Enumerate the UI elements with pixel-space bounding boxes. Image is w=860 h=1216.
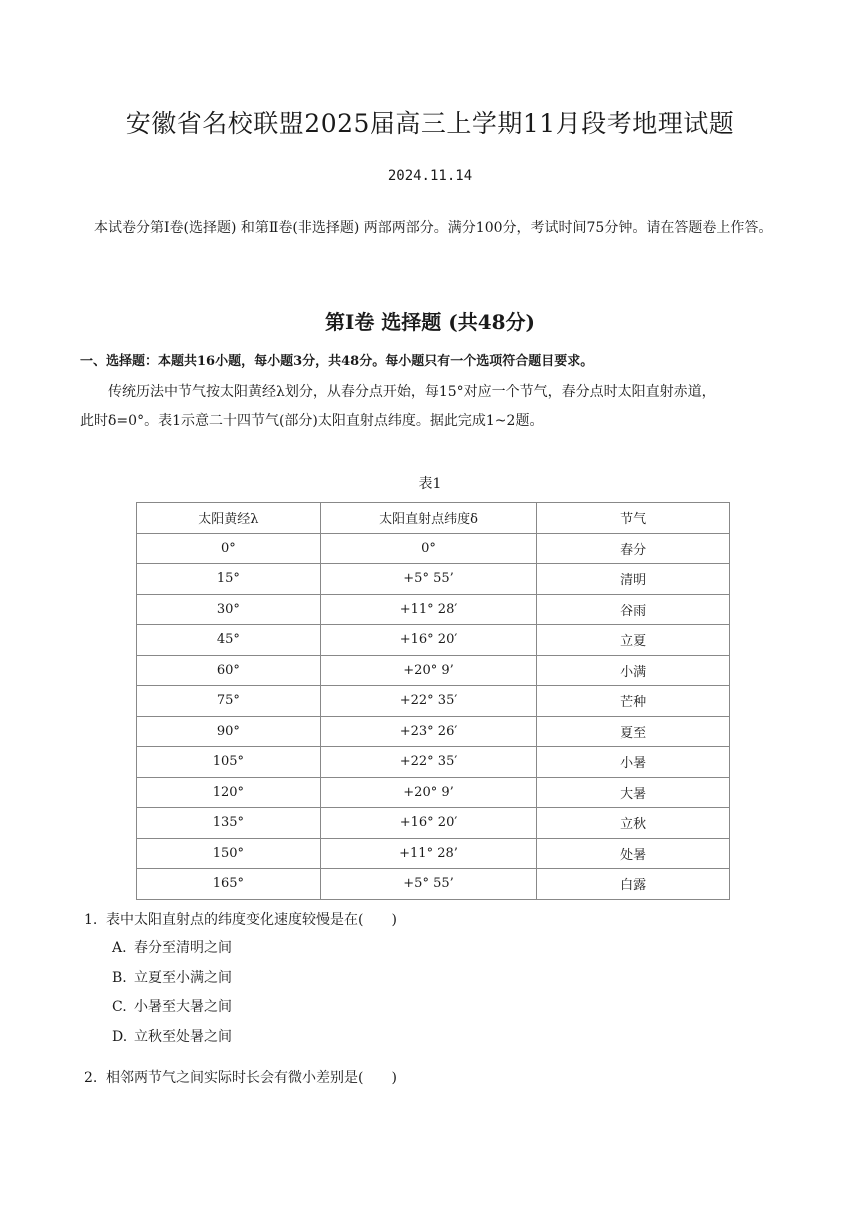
option-letter: A. — [112, 940, 127, 956]
table-cell: +22° 35′ — [320, 686, 537, 717]
table-row — [137, 716, 730, 747]
question-2 — [84, 1064, 784, 1092]
question-1-option-b[interactable] — [112, 964, 784, 994]
table-cell: 芒种 — [537, 686, 730, 717]
question-1-option-d[interactable] — [112, 1023, 784, 1053]
table-cell: 清明 — [537, 564, 730, 595]
table-cell: 105° — [137, 747, 321, 778]
table-cell: 45° — [137, 625, 321, 656]
table-cell: +16° 20′ — [320, 625, 537, 656]
table-cell: 120° — [137, 777, 321, 808]
table-cell: 15° — [137, 564, 321, 595]
table-cell: +23° 26′ — [320, 716, 537, 747]
table-row — [137, 808, 730, 839]
question-number: 2. — [84, 1070, 98, 1086]
question-1-option-c[interactable] — [112, 993, 784, 1023]
questions-list — [84, 906, 784, 1092]
table-row — [137, 869, 730, 900]
table-cell: 谷雨 — [537, 594, 730, 625]
table-cell: 75° — [137, 686, 321, 717]
option-text: 小暑至大暑之间 — [134, 999, 232, 1015]
table-cell: +20° 9’ — [320, 655, 537, 686]
table-cell: 立秋 — [537, 808, 730, 839]
option-letter: C. — [112, 999, 127, 1015]
solar-terms-table — [136, 502, 730, 900]
table-cell: 0° — [320, 533, 537, 564]
section-instruction: 一、选择题：本题共16小题，每小题3分，共48分。每小题只有一个选项符合题目要求。 — [80, 354, 594, 369]
table-cell: 0° — [137, 533, 321, 564]
table-cell: 30° — [137, 594, 321, 625]
table-header-row — [137, 503, 730, 534]
table-row — [137, 533, 730, 564]
table-header-cell: 太阳直射点纬度δ — [320, 503, 537, 534]
table-cell: 90° — [137, 716, 321, 747]
table-cell: +16° 20′ — [320, 808, 537, 839]
table-row — [137, 594, 730, 625]
question-number: 1. — [84, 912, 98, 928]
table-body — [137, 533, 730, 899]
table-header-cell: 节气 — [537, 503, 730, 534]
option-text: 春分至清明之间 — [134, 940, 232, 956]
table-cell: +5° 55’ — [320, 564, 537, 595]
section-title: 第Ⅰ卷 选择题 (共48分) — [324, 310, 536, 334]
document-date: 2024.11.14 — [387, 168, 473, 184]
table-cell: +20° 9’ — [320, 777, 537, 808]
question-1-option-a[interactable] — [112, 934, 784, 964]
question-text: 相邻两节气之间实际时长会有微小差别是( ) — [106, 1070, 397, 1086]
table-header-cell: 太阳黄经λ — [137, 503, 321, 534]
table-row — [137, 564, 730, 595]
table-cell: +11° 28′ — [320, 594, 537, 625]
option-letter: D. — [112, 1028, 128, 1045]
table-cell: +5° 55’ — [320, 869, 537, 900]
table-cell: 夏至 — [537, 716, 730, 747]
table-cell: 60° — [137, 655, 321, 686]
table-row — [137, 625, 730, 656]
table-cell: 立夏 — [537, 625, 730, 656]
question-1 — [84, 906, 784, 934]
table-cell: 春分 — [537, 533, 730, 564]
option-text: 立夏至小满之间 — [134, 969, 232, 986]
table-row — [137, 686, 730, 717]
table-cell: 135° — [137, 808, 321, 839]
option-letter: B. — [112, 969, 127, 986]
table-cell: 165° — [137, 869, 321, 900]
table-row — [137, 655, 730, 686]
table-cell: 处暑 — [537, 838, 730, 869]
table-caption: 表1 — [418, 476, 442, 492]
question-text: 表中太阳直射点的纬度变化速度较慢是在( ) — [106, 912, 397, 928]
table-cell: +11° 28’ — [320, 838, 537, 869]
table-cell: 小满 — [537, 655, 730, 686]
table-cell: 150° — [137, 838, 321, 869]
table-cell: 小暑 — [537, 747, 730, 778]
table-row — [137, 838, 730, 869]
intro-paragraph: 本试卷分第Ⅰ卷(选择题) 和第Ⅱ卷(非选择题) 两部两部分。满分100分，考试时间75分钟。请在答题卷上作答。 — [94, 220, 773, 236]
table-row — [137, 777, 730, 808]
table-row — [137, 747, 730, 778]
table-cell: 大暑 — [537, 777, 730, 808]
table-cell: +22° 35′ — [320, 747, 537, 778]
document-title: 安徽省名校联盟2025届高三上学期11月段考地理试题 — [125, 109, 735, 138]
question-passage: 传统历法中节气按太阳黄经λ划分，从春分点开始，每15°对应一个节气，春分点时太阳直射赤道，此时δ=0°。表1示意二十四节气(部分)太阳直射点纬度。据此完成1~2题。 — [80, 384, 716, 429]
table-cell: 白露 — [537, 869, 730, 900]
option-text: 立秋至处暑之间 — [134, 1028, 232, 1045]
